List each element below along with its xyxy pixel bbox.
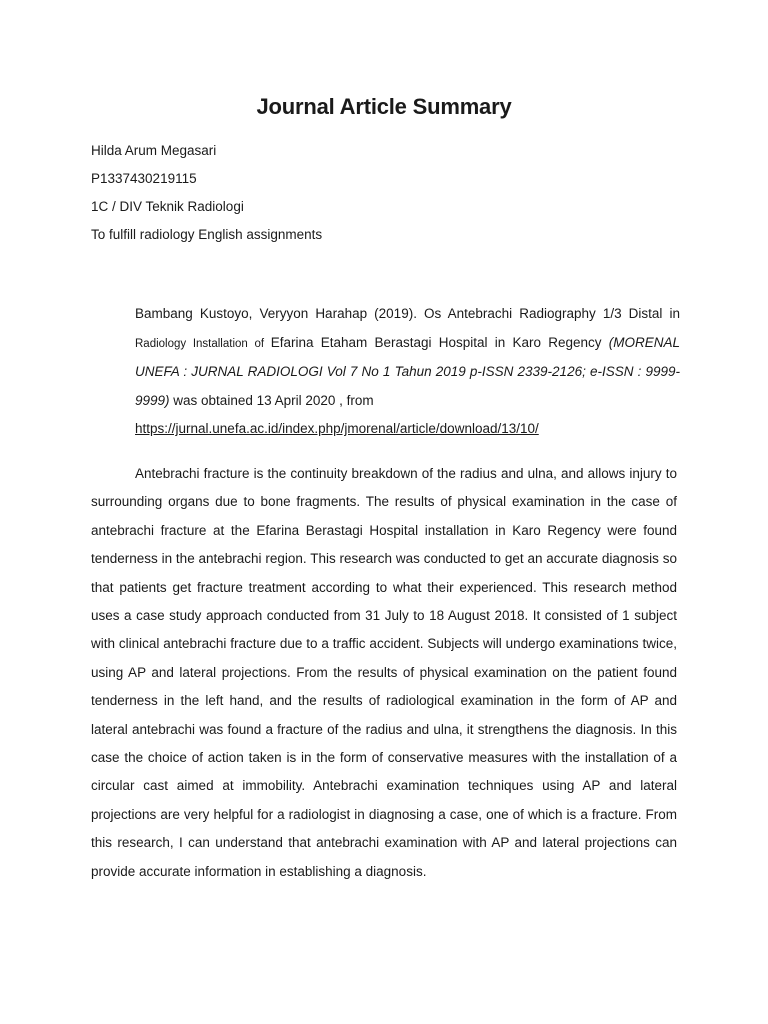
document-title: Journal Article Summary xyxy=(256,94,512,119)
author-name: Hilda Arum Megasari xyxy=(91,143,217,158)
citation-hospital: Efarina Etaham Berastagi Hospital in Karo Regency xyxy=(270,334,609,350)
citation-journal: (MORENAL UNEFA : JURNAL RADIOLOGI Vol 7 No 1 Tahun 2019 p-ISSN 2339-2126; e-ISSN : 9999-9999) xyxy=(135,334,680,408)
citation-url-link[interactable]: https://jurnal.unefa.ac.id/index.php/jmorenal/article/download/13/10/ xyxy=(135,421,539,436)
summary-paragraph: Antebrachi fracture is the continuity breakdown of the radius and ulna, and allows injury to surrounding organs due to bone fragments. The results of physical examination in the case of antebrachi fracture at the Efarina Berastagi Hospital installation in Karo Regency were found tenderness in the antebrachi region. This research was conducted to get an accurate diagnosis so that patients get fracture treatment according to what their experienced. This research method uses a case study approach conducted from 31 July to 18 August 2018. It consisted of 1 subject with clinical antebrachi fracture due to a traffic accident. Subjects will undergo examinations twice, using AP and lateral projections. From the results of physical examination on the patient found tenderness in the left hand, and the results of radiological examination in the form of AP and lateral antebrachi was found a fracture of the radius and ulna, it strengthens the diagnosis. In this case the choice of action taken is in the form of conservative measures with the installation of a circular cast aimed at immobility. Antebrachi examination techniques using AP and lateral projections are very helpful for a radiologist in diagnosing a case, one of which is a fracture. From this research, I can understand that antebrachi examination with AP and lateral projections can provide accurate information in establishing a diagnosis. xyxy=(91,466,677,879)
student-id: P1337430219115 xyxy=(91,171,197,186)
assignment-purpose: To fulfill radiology English assignments xyxy=(91,227,323,242)
citation-block xyxy=(135,300,680,444)
citation-installation: Radiology Installation of xyxy=(135,337,271,350)
class-info: 1C / DIV Teknik Radiologi xyxy=(91,199,244,214)
citation-authors-title: Bambang Kustoyo, Veryyon Harahap (2019). Os Antebrachi Radiography 1/3 Distal in xyxy=(135,306,680,321)
citation-obtained: was obtained 13 April 2020 , from xyxy=(169,392,374,408)
